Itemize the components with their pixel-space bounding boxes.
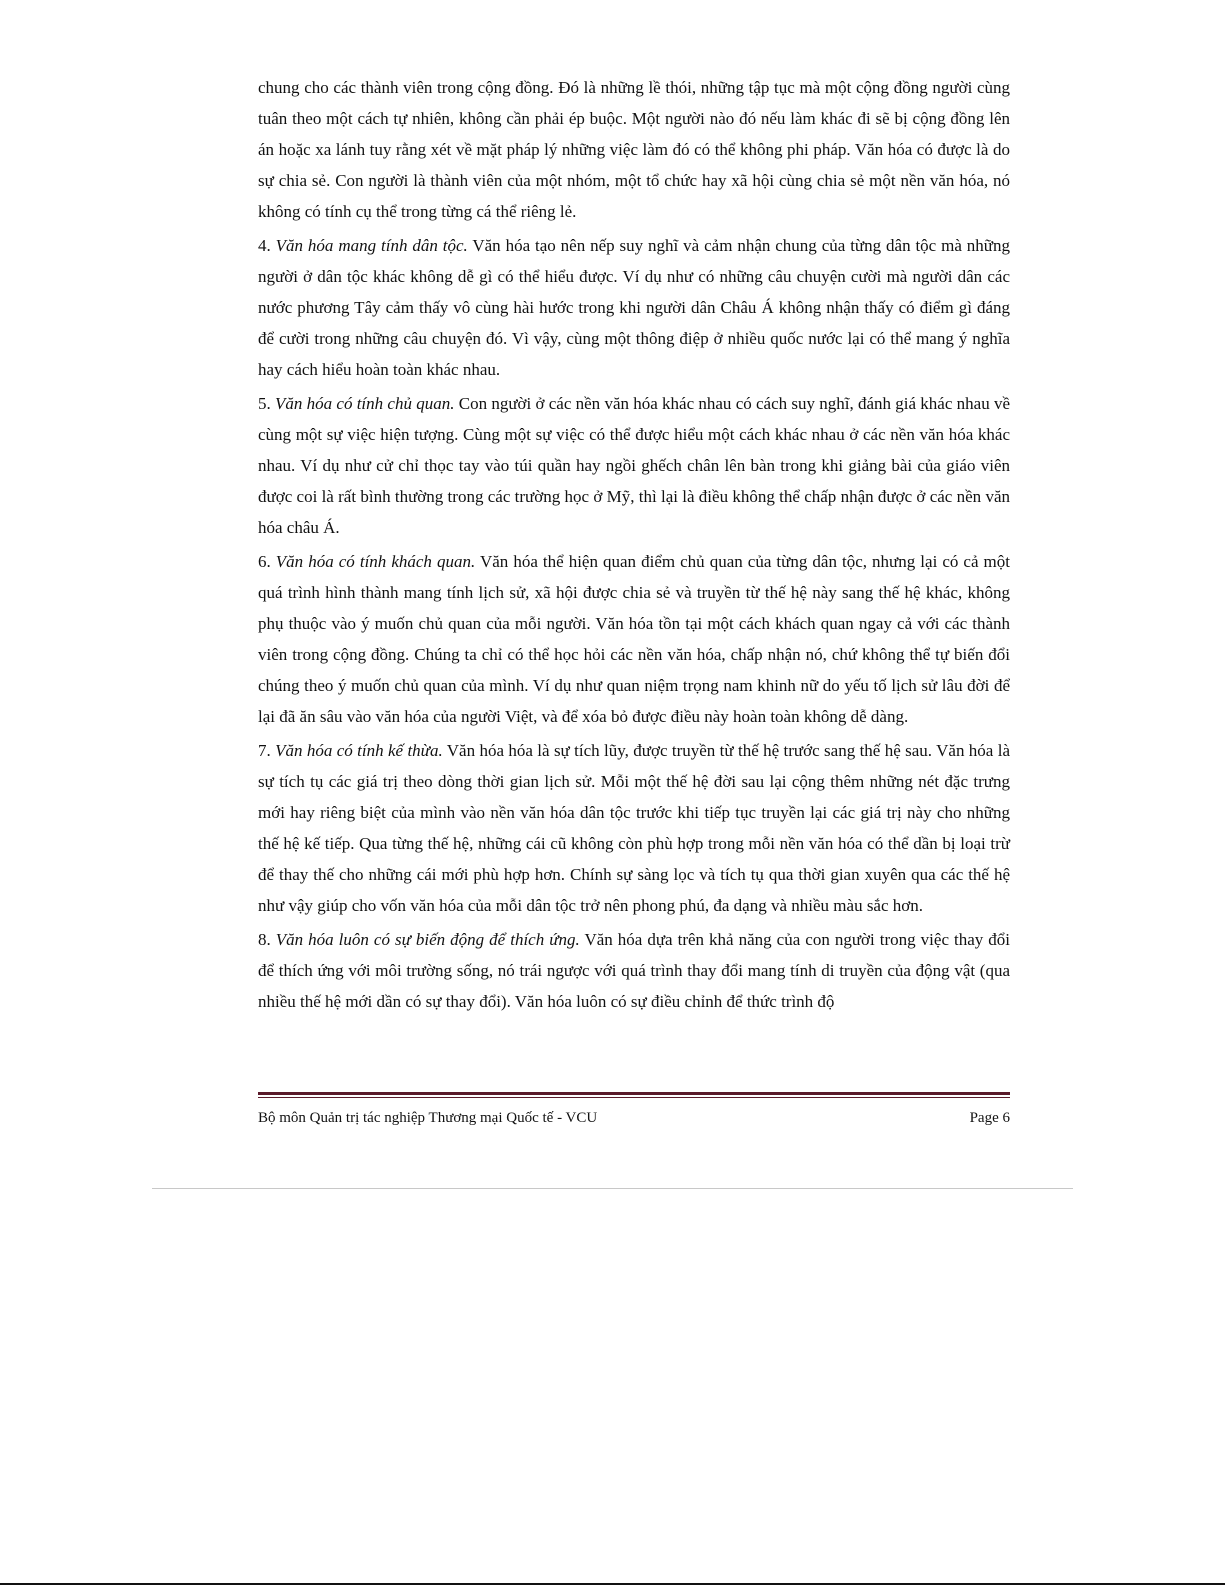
body-text (258, 72, 1010, 1020)
footer-rule-thin (258, 1097, 1010, 1098)
page-separator (152, 1188, 1073, 1189)
footer-page-number: Page 6 (969, 1110, 1010, 1126)
paragraph-title: Văn hóa có tính khách quan. (275, 552, 476, 571)
paragraph-title: Văn hóa có tính kế thừa. (275, 741, 443, 760)
paragraph-item-4 (258, 230, 1010, 385)
footer-rule-thick (258, 1092, 1010, 1095)
paragraph-item-8 (258, 924, 1010, 1017)
paragraph-text: chung cho các thành viên trong cộng đồng. Đó là những lề thói, những tập tục mà một cộng đồng người cùng tuân theo một cách tự nhiên, không cần phải ép buộc. Một người nào đó nếu làm khác đi sẽ bị cộng đồng lên án hoặc xa lánh tuy rằng xét về mặt pháp lý những việc làm đó có thể không phi pháp. Văn hóa có được là do sự chia sẻ. Con người là thành viên của một nhóm, một tổ chức hay xã hội cùng chia sẻ một nền văn hóa, nó không có tính cụ thể trong từng cá thể riêng lẻ. (258, 78, 1010, 221)
paragraph-item-5 (258, 388, 1010, 543)
paragraph-text: Văn hóa tạo nên nếp suy nghĩ và cảm nhận chung của từng dân tộc mà những người ở dân tộc khác không dễ gì có thể hiểu được. Ví dụ như có những câu chuyện cười mà người dân các nước phương Tây cảm thấy vô cùng hài hước trong khi người dân Châu Á không nhận thấy có điểm gì đáng để cười trong những câu chuyện đó. Vì vậy, cùng một thông điệp ở nhiều quốc nước lại có thể mang ý nghĩa hay cách hiểu hoàn toàn khác nhau. (258, 236, 1010, 379)
paragraph-text: Văn hóa hóa là sự tích lũy, được truyền từ thế hệ trước sang thế hệ sau. Văn hóa là sự tích tụ các giá trị theo dòng thời gian lịch sử. Mỗi một thế hệ đời sau lại cộng thêm những nét đặc trưng mới hay riêng biệt của mình vào nền văn hóa dân tộc trước khi tiếp tục truyền lại các giá trị này cho những thế hệ kế tiếp. Qua từng thế hệ, những cái cũ không còn phù hợp trong mỗi nền văn hóa có thể dần bị loại trừ để thay thế cho những cái mới phù hợp hơn. Chính sự sàng lọc và tích tụ qua thời gian xuyên qua các thế hệ như vậy giúp cho vốn văn hóa của mỗi dân tộc trở nên phong phú, đa dạng và nhiều màu sắc hơn. (258, 741, 1010, 915)
paragraph-text: Văn hóa dựa trên khả năng của con người trong việc thay đổi để thích ứng với môi trường sống, nó trái ngược với quá trình thay đổi mang tính di truyền của động vật (qua nhiều thế hệ mới dần có sự thay đổi). Văn hóa luôn có sự điều chỉnh để thức trình độ (258, 930, 1011, 1011)
paragraph-lead: 6. (258, 552, 276, 571)
paragraph-item-6 (258, 546, 1010, 732)
paragraph-title: Văn hóa luôn có sự biến động để thích ứng. (275, 930, 580, 949)
paragraph-text: Văn hóa thể hiện quan điểm chủ quan của từng dân tộc, nhưng lại có cả một quá trình hình thành mang tính lịch sử, xã hội được chia sẻ và truyền từ thế hệ này sang thế hệ khác, không phụ thuộc vào ý muốn chủ quan của mỗi người. Văn hóa tồn tại một cách khách quan ngay cả với các thành viên trong cộng đồng. Chúng ta chỉ có thể học hỏi các nền văn hóa, chấp nhận nó, chứ không thể tự biến đổi chúng theo ý muốn chủ quan của mình. Ví dụ như quan niệm trọng nam khinh nữ do yếu tố lịch sử lâu đời để lại đã ăn sâu vào văn hóa của người Việt, và để xóa bỏ được điều này hoàn toàn không dễ dàng. (258, 552, 1011, 726)
paragraph-continuation (258, 72, 1010, 227)
paragraph-text: Con người ở các nền văn hóa khác nhau có cách suy nghĩ, đánh giá khác nhau về cùng một sự việc hiện tượng. Cùng một sự việc có thể được hiểu một cách khác nhau ở các nền văn hóa khác nhau. Ví dụ như cử chỉ thọc tay vào túi quần hay ngồi ghếch chân lên bàn trong khi giảng bài của giáo viên được coi là rất bình thường trong các trường học ở Mỹ, thì lại là điều không thể chấp nhận được ở các nền văn hóa châu Á. (258, 394, 1011, 537)
footer-department: Bộ môn Quản trị tác nghiệp Thương mại Quốc tế - VCU (258, 1110, 598, 1126)
paragraph-item-7 (258, 735, 1010, 921)
paragraph-lead: 4. (258, 236, 276, 255)
paragraph-lead: 5. (258, 394, 276, 413)
paragraph-title: Văn hóa có tính chủ quan. (275, 394, 455, 413)
paragraph-lead: 7. (258, 741, 276, 760)
paragraph-title: Văn hóa mang tính dân tộc. (275, 236, 468, 255)
paragraph-lead: 8. (258, 930, 276, 949)
